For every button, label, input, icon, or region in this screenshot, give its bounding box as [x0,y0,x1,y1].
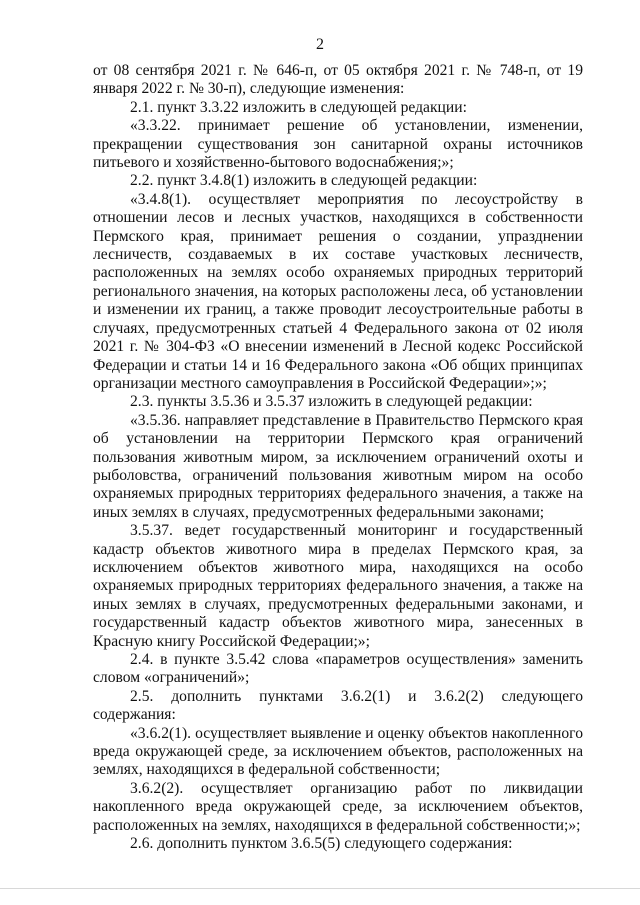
paragraph-item-2-2: 2.2. пункт 3.4.8(1) изложить в следующей редакции: [130,172,478,190]
paragraph-item-2-5: 2.5. дополнить пунктами 3.6.2(1) и 3.6.2(2) следующего содержания: [93,687,583,724]
paragraph-item-2-1: 2.1. пункт 3.3.22 изложить в следующей редакции: [130,98,467,116]
page-number: 2 [316,36,324,53]
bottom-divider [0,888,640,889]
paragraph-clause-3-4-8-1: «3.4.8(1). осуществляет мероприятия по лесоустройству в отношении лесов и лесных участков, находящихся в собственности Пермского края, принимает решения о создании, упразднении лесничеств, создаваемых в их составе участковых лесничеств, расположенных на землях особо охраняемых природных территорий регионального значения, на которых расположены леса, об установлении и изменении их границ, а также проводит лесоустроительные работы в случаях, предусмотренных статьей 4 Федерального закона от 02 июля 2021 г. № 304-ФЗ «О внесении изменений в Лесной кодекс Российской Федерации и статьи 14 и 16 Федерального закона «Об общих принципах организации местного самоуправления в Российской Федерации»;»; [93,190,583,392]
paragraph-clause-3-5-36: «3.5.36. направляет представление в Правительство Пермского края об установлении на территории Пермского края ограничений пользования животным миром, за исключением ограничений охоты и рыболовства, ограничений пользования животным миром на особо охраняемых природных территориях федерального значения, а также на иных землях в случаях, предусмотренных федеральными законами; [93,411,583,521]
document-body [93,62,583,853]
paragraph-item-2-3: 2.3. пункты 3.5.36 и 3.5.37 изложить в следующей редакции: [130,393,533,411]
paragraph-item-2-4: 2.4. в пункте 3.5.42 слова «параметров осуществления» заменить словом «ограничений»; [93,651,583,687]
paragraph-continuation: от 08 сентября 2021 г. № 646-п, от 05 октября 2021 г. № 748-п, от 19 января 2022 г. № 30-п), следующие изменения: [93,62,583,98]
paragraph-item-2-6: 2.6. дополнить пунктом 3.6.5(5) следующего содержания: [130,835,513,853]
paragraph-clause-3-6-2-2: 3.6.2(2). осуществляет организацию работ по ликвидации накопленного вреда окружающей среде, за исключением объектов, расположенных на землях, находящихся в федеральной собственности;»; [93,779,583,834]
paragraph-clause-3-5-37: 3.5.37. ведет государственный мониторинг и государственный кадастр объектов животного мира в пределах Пермского края, за исключением объектов животного мира, находящихся на особо охраняемых природных территориях федерального значения, а также на иных землях в случаях, предусмотренных федеральными законами, и государственный кадастр объектов животного мира, занесенных в Красную книгу Российской Федерации;»; [93,522,583,650]
paragraph-clause-3-6-2-1: «3.6.2(1). осуществляет выявление и оценку объектов накопленного вреда окружающей среде, за исключением объектов, расположенных на землях, находящихся в федеральной собственности; [93,724,583,779]
paragraph-clause-3-3-22: «3.3.22. принимает решение об установлении, изменении, прекращении существования зон санитарной охраны источников питьевого и хозяйственно-бытового водоснабжения;»; [93,117,583,172]
